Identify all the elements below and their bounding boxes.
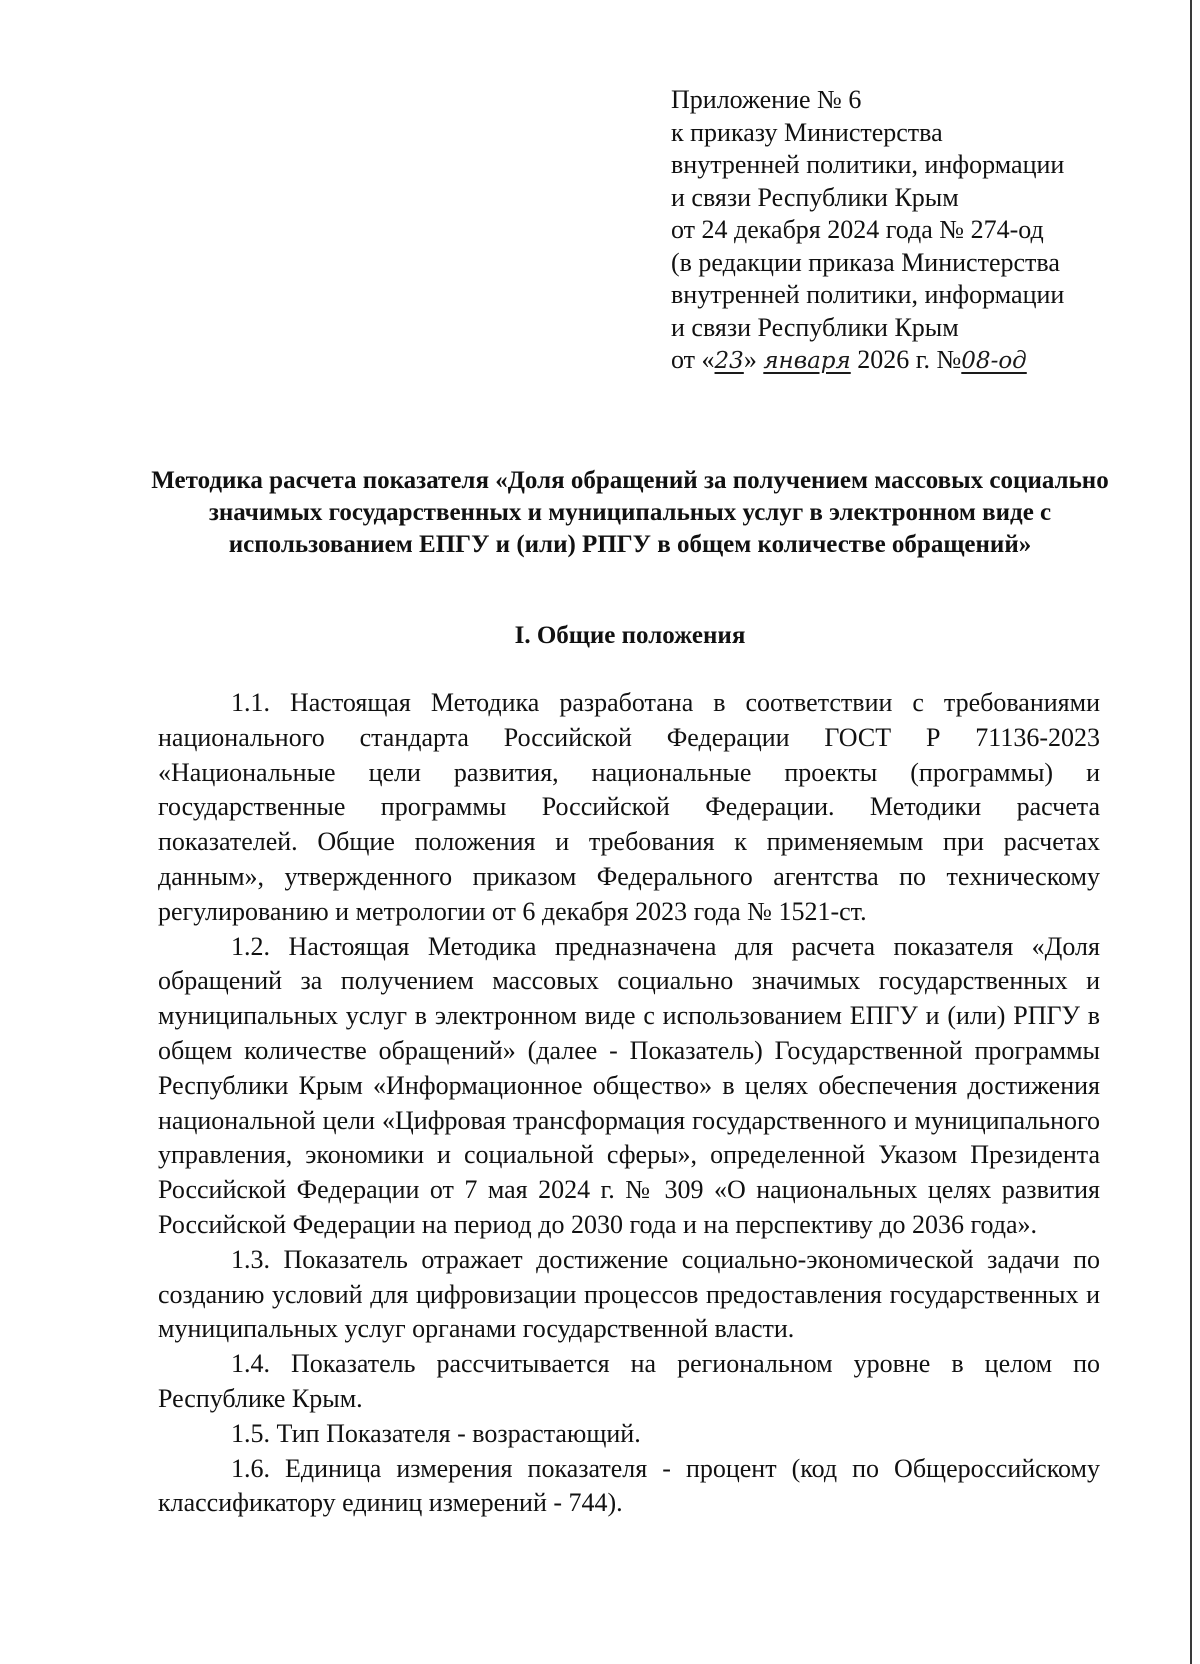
appendix-line: и связи Республики Крым	[671, 182, 959, 212]
handwritten-order-number: 08-од	[961, 348, 1027, 374]
date-quote-close: »	[743, 345, 757, 374]
date-year: 2026 г. №	[850, 345, 962, 374]
appendix-line: от 24 декабря 2024 года № 274-од	[671, 215, 1044, 244]
scan-edge-line	[1190, 0, 1192, 1664]
document-body	[158, 686, 1100, 1521]
paragraph-1-3: 1.3. Показатель отражает достижение социально-экономической задачи по созданию условий для цифровизации процессов предоставления государственных и муниципальных услуг органами государственной власти.	[158, 1244, 1100, 1344]
appendix-line: внутренней политики, информации	[671, 150, 1065, 179]
paragraph-1-4: 1.4. Показатель рассчитывается на региональном уровне в целом по Республике Крым.	[158, 1349, 1100, 1413]
appendix-line: Приложение № 6	[671, 85, 862, 114]
paragraph-1-1: 1.1. Настоящая Методика разработана в соответствии с требованиями национального стандарта Российской Федерации ГОСТ Р 71136-2023 «Национальные цели развития, национальные проекты (программы) и государственные программы Российской Федерации. Методики расчета показателей. Общие положения и требования к применяемым при расчетах данным», утвержденного приказом Федерального агентства по техническому регулированию и метрологии от 6 декабря 2023 года № 1521-ст.	[158, 688, 1100, 926]
appendix-line: внутренней политики, информации	[671, 280, 1065, 309]
appendix-line: и связи Республики Крым	[671, 312, 959, 342]
appendix-line: к приказу Министерства	[671, 117, 943, 147]
appendix-date-line	[671, 344, 1111, 378]
section-heading: I. Общие положения	[514, 622, 746, 649]
document-title: Методика расчета показателя «Доля обращений за получением массовых социально значимых государственных и муниципальных услуг в электронном виде с использованием ЕПГУ и (или) РПГУ в общем количестве обращений»	[151, 467, 1109, 558]
appendix-header	[671, 84, 1111, 378]
appendix-line: (в редакции приказа Министерства	[671, 247, 1060, 277]
paragraph-1-2: 1.2. Настоящая Методика предназначена для расчета показателя «Доля обращений за получением массовых социально значимых государственных и муниципальных услуг в электронном виде с использованием ЕПГУ и (или) РПГУ в общем количестве обращений» (далее - Показатель) Государственной программы Республики Крым «Информационное общество» в целях обеспечения достижения национальной цели «Цифровая трансформация государственного и муниципального управления, экономики и социальной сферы», определенной Указом Президента Российской Федерации от 7 мая 2024 г. № 309 «О национальных целях развития Российской Федерации на период до 2030 года и на перспективу до 2036 года».	[158, 931, 1100, 1239]
paragraph-1-5: 1.5. Тип Показателя - возрастающий.	[231, 1418, 641, 1448]
paragraph-1-6: 1.6. Единица измерения показателя - процент (код по Общероссийскому классификатору единиц измерений - 744).	[158, 1453, 1100, 1518]
handwritten-day: 23	[714, 348, 744, 374]
date-prefix: от «	[671, 345, 715, 374]
handwritten-month: января	[763, 348, 851, 374]
